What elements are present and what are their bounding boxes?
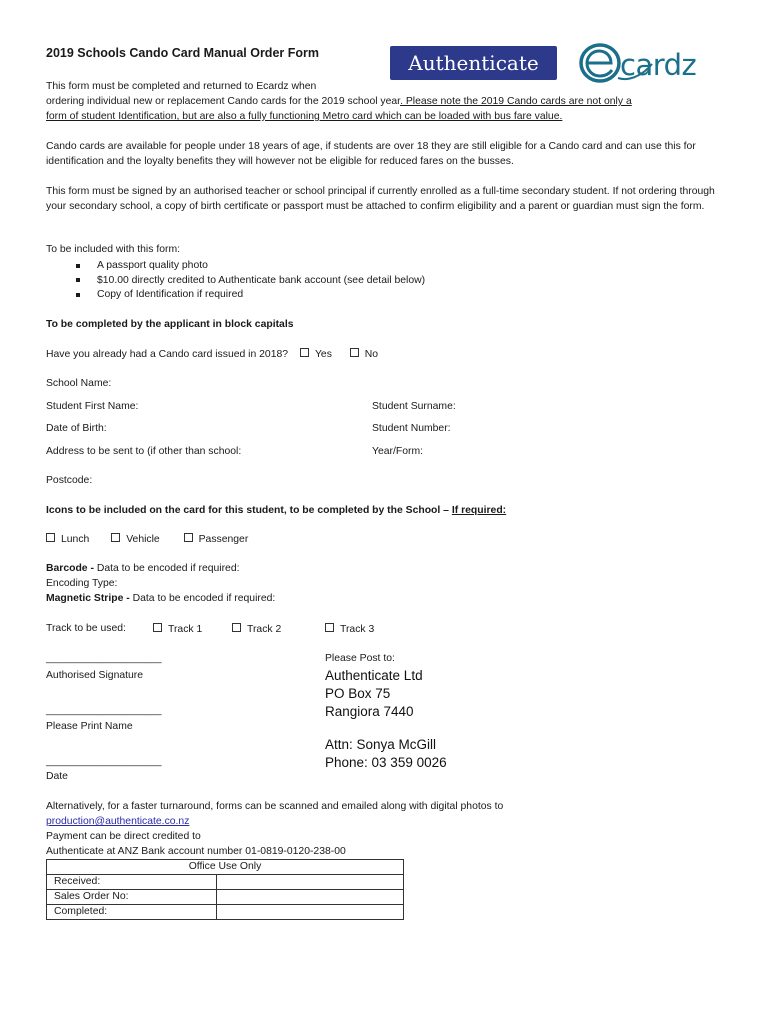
yes-label: Yes (314, 349, 332, 360)
print-name-label: Please Print Name (46, 721, 133, 732)
magstripe-text: Data to be encoded if required: (129, 593, 276, 604)
track-1-option[interactable] (153, 623, 202, 635)
no-option[interactable] (350, 349, 378, 360)
icons-heading-text: Icons to be included on the card for this student, to be completed by the School – (46, 505, 452, 516)
office-table-row (47, 890, 404, 905)
track-2-label: Track 2 (247, 624, 282, 635)
intro-line-3: form of student Identification, but are also a fully functioning Metro card which can be loaded with bus fare value. (46, 111, 563, 122)
intro-line-2-text: ordering individual new or replacement Cando cards for the 2019 school year (46, 96, 401, 107)
magstripe-label: Magnetic Stripe - (46, 593, 130, 604)
icons-heading-if-required: If required: (451, 505, 507, 516)
track-3-option[interactable] (325, 623, 374, 635)
include-item-payment: $10.00 directly credited to Authenticate bank account (see detail below) (46, 274, 425, 289)
track-2-option[interactable] (232, 623, 281, 635)
lunch-label: Lunch (61, 534, 90, 545)
vehicle-label: Vehicle (126, 534, 160, 545)
post-po-box: PO Box 75 (325, 686, 391, 701)
date-line[interactable]: ____________________ (46, 756, 162, 767)
passenger-checkbox[interactable] (184, 533, 193, 542)
print-name-line[interactable]: ____________________ (46, 705, 162, 716)
ecardz-logo (578, 42, 708, 84)
received-label: Received: (47, 875, 217, 890)
track-1-checkbox[interactable] (153, 623, 162, 632)
barcode-row (46, 563, 240, 574)
post-to-heading: Please Post to: (325, 653, 395, 664)
received-cell[interactable] (217, 875, 404, 890)
postcode-field[interactable]: Postcode: (46, 475, 93, 486)
barcode-label: Barcode - (46, 563, 94, 574)
sales-order-cell[interactable] (217, 890, 404, 905)
post-attn: Attn: Sonya McGill (325, 737, 437, 752)
email-link[interactable]: production@authenticate.co.nz (46, 816, 190, 827)
office-use-table (46, 859, 404, 920)
authenticate-logo-text: Authenticate (408, 51, 539, 75)
signing-requirement-paragraph: This form must be signed by an authorised teacher or school principal if currently enrolled as a full-time secondary student. If not ordering through your secondary school, a copy of birth certificate or passport must be attached to confirm eligibility and a parent or guardian must sign the form. (46, 186, 715, 212)
yes-option[interactable] (300, 349, 332, 360)
issued-question: Have you already had a Cando card issued in 2018? (46, 349, 289, 360)
encoding-type-field[interactable]: Encoding Type: (46, 578, 118, 589)
track-label: Track to be used: (46, 623, 126, 634)
date-of-birth-field[interactable]: Date of Birth: (46, 423, 107, 434)
no-label: No (364, 349, 379, 360)
completed-label: Completed: (47, 905, 217, 920)
magstripe-row (46, 593, 275, 604)
track-2-checkbox[interactable] (232, 623, 241, 632)
alternative-instructions: Alternatively, for a faster turnaround, forms can be scanned and emailed along with digital photos to (46, 801, 504, 812)
icon-options-row (46, 533, 248, 545)
yes-checkbox[interactable] (300, 348, 309, 357)
track-3-checkbox[interactable] (325, 623, 334, 632)
student-number-field[interactable]: Student Number: (372, 423, 451, 434)
office-use-heading: Office Use Only (47, 860, 404, 875)
post-phone: Phone: 03 359 0026 (325, 755, 447, 770)
issued-question-row (46, 348, 378, 360)
vehicle-checkbox[interactable] (111, 533, 120, 542)
applicant-heading: To be completed by the applicant in block capitals (46, 319, 294, 330)
vehicle-option[interactable] (111, 534, 160, 545)
include-item-photo: A passport quality photo (46, 259, 425, 274)
payment-line-2: Authenticate at ANZ Bank account number 01-0819-0120-238-00 (46, 846, 346, 857)
include-heading: To be included with this form: (46, 244, 180, 255)
completed-cell[interactable] (217, 905, 404, 920)
intro-line-1: This form must be completed and returned to Ecardz when (46, 81, 317, 92)
intro-note-underlined: . Please note the 2019 Cando cards are not only a (400, 96, 632, 107)
surname-field[interactable]: Student Surname: (372, 401, 456, 412)
icons-heading (46, 505, 506, 516)
post-company: Authenticate Ltd (325, 668, 423, 683)
include-item-identification: Copy of Identification if required (46, 288, 425, 303)
ecardz-logo-text: cardz (620, 48, 697, 82)
address-field[interactable]: Address to be sent to (if other than school: (46, 446, 242, 457)
post-city: Rangiora 7440 (325, 704, 414, 719)
office-table-row (47, 875, 404, 890)
authorised-signature-label: Authorised Signature (46, 670, 144, 681)
lunch-option[interactable] (46, 534, 89, 545)
barcode-text: Data to be encoded if required: (93, 563, 240, 574)
form-title: 2019 Schools Cando Card Manual Order Form (46, 46, 319, 60)
office-table-row (47, 905, 404, 920)
first-name-field[interactable]: Student First Name: (46, 401, 139, 412)
passenger-label: Passenger (198, 534, 249, 545)
school-name-field[interactable]: School Name: (46, 378, 112, 389)
track-3-label: Track 3 (340, 624, 375, 635)
year-form-field[interactable]: Year/Form: (372, 446, 424, 457)
signature-line[interactable]: ____________________ (46, 653, 162, 664)
office-table-header-row (47, 860, 404, 875)
track-1-label: Track 1 (168, 624, 203, 635)
no-checkbox[interactable] (350, 348, 359, 357)
payment-line-1: Payment can be direct credited to (46, 831, 201, 842)
sales-order-label: Sales Order No: (47, 890, 217, 905)
lunch-checkbox[interactable] (46, 533, 55, 542)
include-list (46, 259, 425, 303)
passenger-option[interactable] (184, 534, 249, 545)
intro-line-2 (46, 96, 632, 107)
authenticate-logo (390, 46, 557, 80)
date-label: Date (46, 771, 68, 782)
age-eligibility-paragraph: Cando cards are available for people under 18 years of age, if students are over 18 they are still eligible for a Cando card and can use this for identification and the loyalty benefits they will however not be eligible for reduced fares on the busses. (46, 141, 696, 167)
